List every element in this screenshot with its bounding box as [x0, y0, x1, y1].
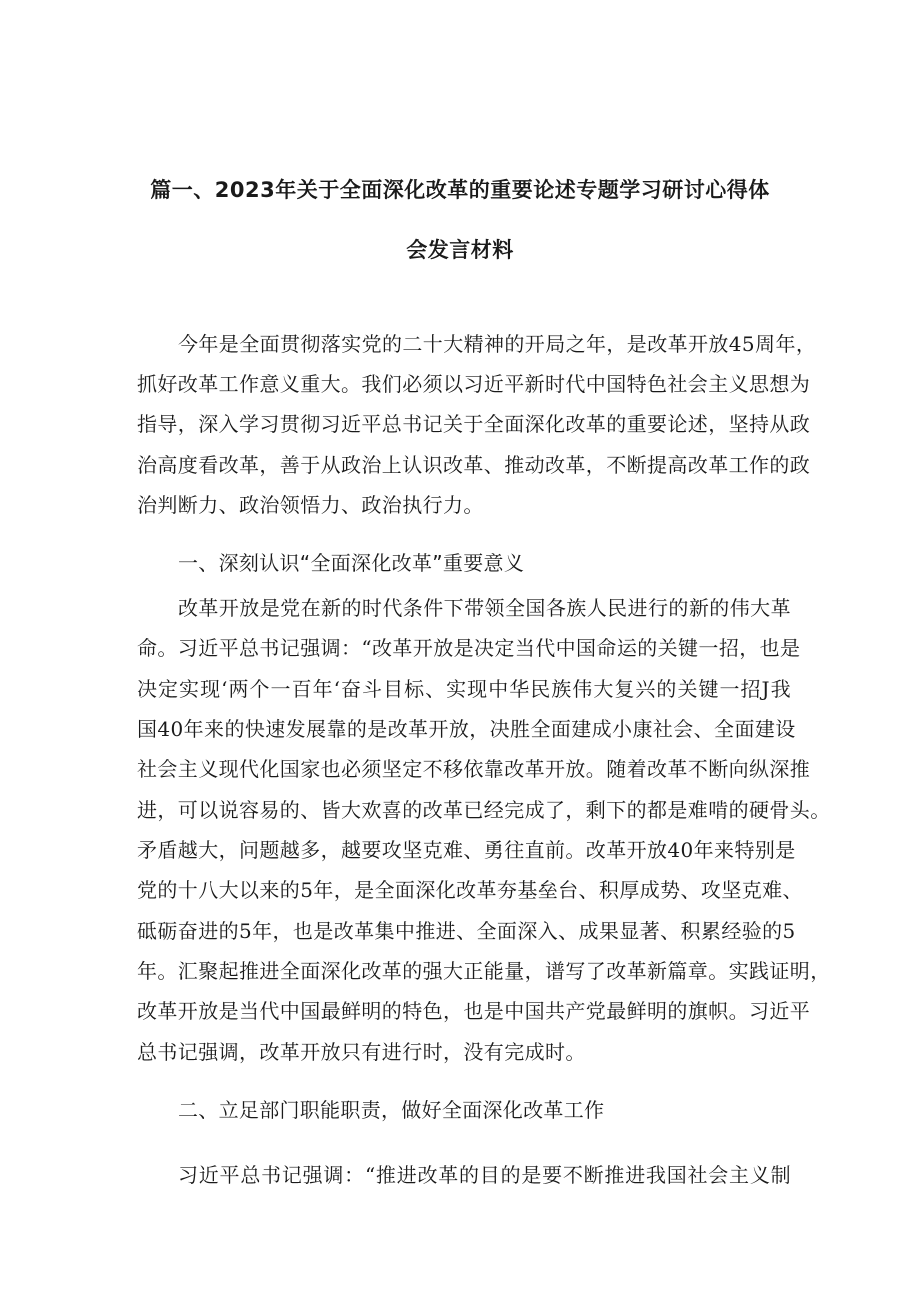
paragraph-1-line-4: 治高度看改革，善于从政治上认识改革、推动改革，不断提高改革工作的政 — [137, 453, 811, 477]
paragraph-2-line-1: 改革开放是党在新的时代条件下带领全国各族人民进行的新的伟大革 — [178, 596, 791, 620]
paragraph-2-line-4: 国40年来的快速发展靠的是改革开放，决胜全面建成小康社会、全面建设 — [137, 717, 796, 741]
paragraph-1-line-3: 指导，深入学习贯彻习近平总书记关于全面深化改革的重要论述，坚持从政 — [137, 412, 811, 436]
section-heading-1: 一、深刻认识“全面深化改革”重要意义 — [178, 551, 525, 575]
paragraph-1-line-2: 抓好改革工作意义重大。我们必须以习近平新时代中国特色社会主义思想为 — [137, 372, 811, 396]
paragraph-2-line-5: 社会主义现代化国家也必须坚定不移依靠改革开放。随着改革不断向纵深推 — [137, 757, 811, 781]
paragraph-2-line-12: 总书记强调，改革开放只有进行时，没有完成时。 — [137, 1040, 586, 1064]
paragraph-2-line-11: 改革开放是当代中国最鲜明的特色，也是中国共产党最鲜明的旗帜。习近平 — [137, 999, 811, 1023]
paragraph-2-line-7: 矛盾越大，问题越多，越要攻坚克难、勇往直前。改革开放40年来特别是 — [137, 838, 796, 862]
paragraph-1-line-1: 今年是全面贯彻落实党的二十大精神的开局之年，是改革开放45周年， — [178, 332, 817, 356]
paragraph-2-line-2: 命。习近平总书记强调：“改革开放是决定当代中国命运的关键一招，也是 — [137, 636, 801, 660]
paragraph-2-line-9: 砥砺奋进的5年，也是改革集中推进、全面深入、成果显著、积累经验的5 — [137, 919, 796, 943]
paragraph-2-line-6: 进，可以说容易的、皆大欢喜的改革已经完成了，剩下的都是难啃的硬骨头。 — [137, 798, 831, 822]
document-title-line-1: 篇一、2023年关于全面深化改革的重要论述专题学习研讨心得体 — [150, 178, 770, 202]
paragraph-2-line-3: 决定实现‘两个一百年‘奋斗目标、实现中华民族伟大复兴的关键一招J我 — [137, 677, 791, 701]
document-title-line-2: 会发言材料 — [406, 238, 514, 262]
paragraph-2-line-8: 党的十八大以来的5年，是全面深化改革夯基垒台、积厚成势、攻坚克难、 — [137, 878, 803, 902]
paragraph-1-line-5: 治判断力、政治领悟力、政治执行力。 — [137, 493, 484, 517]
paragraph-2-line-10: 年。汇聚起推进全面深化改革的强大正能量，谱写了改革新篇章。实践证明， — [137, 959, 831, 983]
section-heading-2: 二、立足部门职能职责，做好全面深化改革工作 — [178, 1098, 605, 1122]
paragraph-3-line-1: 习近平总书记强调：“推进改革的目的是要不断推进我国社会主义制 — [178, 1163, 791, 1187]
